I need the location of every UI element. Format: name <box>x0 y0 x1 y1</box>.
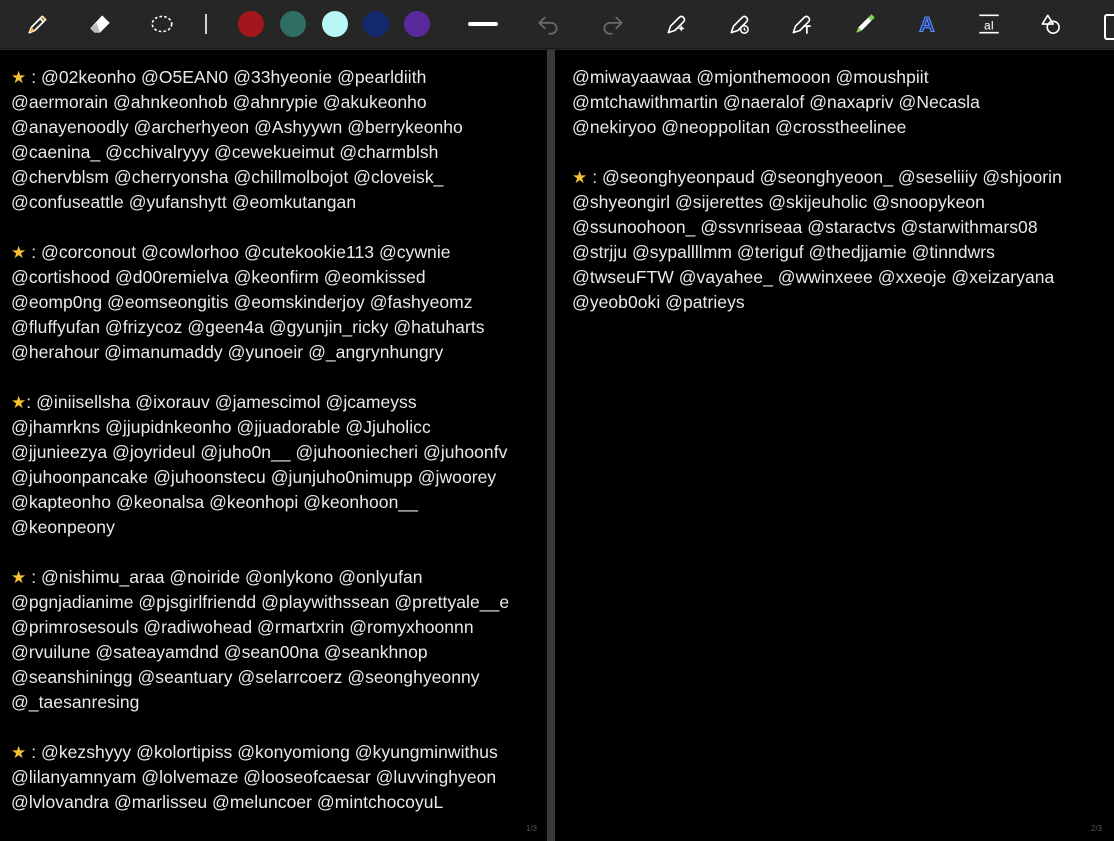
mention-line: @kapteonho @keonalsa @keonhopi @keonhoon__ <box>11 492 418 512</box>
mention-line: @fluffyufan @frizycoz @geen4a @gyunjin_ricky @hatuharts <box>11 317 485 337</box>
mention-line: @strjju @sypallllmm @teriguf @thedjjamie @tinndwrs <box>572 242 995 262</box>
mention-block <box>11 390 509 540</box>
text-pen-icon <box>789 11 815 37</box>
magic-pen-icon <box>664 11 690 37</box>
mention-line: @nekiryoo @neoppolitan @crosstheelinee <box>572 117 907 137</box>
color-swatch-1[interactable] <box>238 11 264 37</box>
page-number: 1/3 <box>525 824 537 833</box>
star-icon: ★ <box>572 168 588 187</box>
lasso-tool-button[interactable] <box>146 8 178 40</box>
mention-block <box>11 565 509 715</box>
mention-line: @rvuilune @sateayamdnd @sean00na @seankhnop <box>11 642 428 662</box>
text-pen-tool-button[interactable] <box>786 8 818 40</box>
mention-line: @shyeongirl @sijerettes @skijeuholic @snoopykeon <box>572 192 985 212</box>
eraser-tool-button[interactable] <box>84 8 116 40</box>
redo-button[interactable] <box>597 8 629 40</box>
color-swatch-5[interactable] <box>404 11 430 37</box>
undo-icon <box>535 11 561 37</box>
mention-line: @miwayaawaa @mjonthemooon @moushpiit <box>572 67 929 87</box>
color-swatch-4[interactable] <box>363 11 389 37</box>
mention-line: @twseuFTW @vayahee_ @wwinxeee @xxeoje @xeizaryana <box>572 267 1055 287</box>
page-number: 2/3 <box>1090 824 1102 833</box>
mention-line: @cortishood @d00remielva @keonfirm @eomkissed <box>11 267 426 287</box>
mention-block <box>11 65 509 215</box>
shape-pen-icon <box>727 11 753 37</box>
text-recognition-icon <box>976 11 1002 37</box>
star-icon: ★ <box>11 393 27 412</box>
note-page-2[interactable] <box>555 50 1114 841</box>
mention-line: @confuseattle @yufanshytt @eomkutangan <box>11 192 357 212</box>
pen-tool-button[interactable] <box>22 8 54 40</box>
mention-line: @seanshiningg @seantuary @selarrcoerz @seonghyeonny <box>11 667 480 687</box>
text-recognition-glyph: aI <box>984 18 994 33</box>
color-swatch-3[interactable] <box>322 11 348 37</box>
toolbar <box>0 0 1114 49</box>
mention-line: ★ : @corconout @cowlorhoo @cutekookie113 @cywnie <box>11 240 509 265</box>
mention-block <box>11 240 509 365</box>
mention-block <box>572 165 1062 315</box>
mention-line: @lilanyamnyam @lolvemaze @looseofcaesar @luvvinghyeon <box>11 767 497 787</box>
magic-pen-tool-button[interactable] <box>661 8 693 40</box>
mention-line: @yeob0oki @patrieys <box>572 292 745 312</box>
page-1-text <box>11 65 509 840</box>
star-icon: ★ <box>11 568 27 587</box>
mention-line: @lvlovandra @marlisseu @meluncoer @mintchocoyuL <box>11 792 444 812</box>
star-icon: ★ <box>11 68 27 87</box>
mention-line: @pgnjadianime @pjsgirlfriendd @playwithssean @prettyale__e <box>11 592 510 612</box>
text-recognition-tool-button[interactable] <box>973 8 1005 40</box>
mention-line: @juhoonpancake @juhoonstecu @junjuho0nimupp @jwoorey <box>11 467 497 487</box>
lasso-icon <box>149 11 175 37</box>
toolbar-divider <box>205 14 207 34</box>
mention-line: ★: @iniisellsha @ixorauv @jamescimol @jcameyss <box>11 390 509 415</box>
text-style-tool-button[interactable] <box>911 8 943 40</box>
star-icon: ★ <box>11 243 27 262</box>
shapes-tool-button[interactable] <box>1035 8 1067 40</box>
mention-block <box>11 740 509 815</box>
mention-line: @eomp0ng @eomseongitis @eomskinderjoy @fashyeomz <box>11 292 473 312</box>
mention-block <box>572 65 1062 140</box>
mention-line: @anayenoodly @archerhyeon @Ashyywn @berrykeonho <box>11 117 463 137</box>
mention-line: @aermorain @ahnkeonhob @ahnrypie @akukeonho <box>11 92 427 112</box>
shape-pen-tool-button[interactable] <box>724 8 756 40</box>
mention-line: ★ : @nishimu_araa @noiride @onlykono @onlyufan <box>11 565 509 590</box>
mention-line: ★ : @seonghyeonpaud @seonghyeoon_ @seseliiiy @shjoorin <box>572 165 1062 190</box>
mention-line: @ssunoohoon_ @ssvnriseaa @staractvs @starwithmars08 <box>572 217 1038 237</box>
undo-button[interactable] <box>532 8 564 40</box>
highlighter-tool-button[interactable] <box>849 8 881 40</box>
highlighter-icon <box>852 11 878 37</box>
color-swatch-2[interactable] <box>280 11 306 37</box>
mention-line: @mtchawithmartin @naeralof @naxapriv @Necasla <box>572 92 980 112</box>
mention-line: @caenina_ @cchivalryyy @cewekueimut @charmblsh <box>11 142 439 162</box>
text-style-glyph: A <box>919 11 935 37</box>
more-tools-tab[interactable] <box>1104 14 1114 40</box>
mention-line: ★ : @kezshyyy @kolortipiss @konyomiong @kyungminwithus <box>11 740 509 765</box>
mention-line: @chervblsm @cherryonsha @chillmolbojot @cloveisk_ <box>11 167 444 187</box>
page-gutter <box>547 50 555 841</box>
mention-line: @primrosesouls @radiwohead @rmartxrin @romyxhoonnn <box>11 617 474 637</box>
mention-line: ★ : @02keonho @O5EAN0 @33hyeonie @pearldiith <box>11 65 509 90</box>
eraser-icon <box>87 11 113 37</box>
shapes-icon <box>1038 11 1064 37</box>
redo-icon <box>600 11 626 37</box>
mention-line: @keonpeony <box>11 517 115 537</box>
stroke-width-selector[interactable] <box>468 22 498 26</box>
mention-line: @_taesanresing <box>11 692 140 712</box>
mention-line: @herahour @imanumaddy @yunoeir @_angrynhungry <box>11 342 444 362</box>
mention-line: @jhamrkns @jjupidnkeonho @jjuadorable @Jjuholicc <box>11 417 431 437</box>
mention-line: @jjunieezya @joyrideul @juho0n__ @juhooniecheri @juhoonfv <box>11 442 508 462</box>
pen-icon <box>25 11 51 37</box>
note-page-1[interactable] <box>0 50 547 841</box>
text-style-icon <box>914 11 940 37</box>
star-icon: ★ <box>11 743 27 762</box>
page-2-text <box>572 65 1062 340</box>
